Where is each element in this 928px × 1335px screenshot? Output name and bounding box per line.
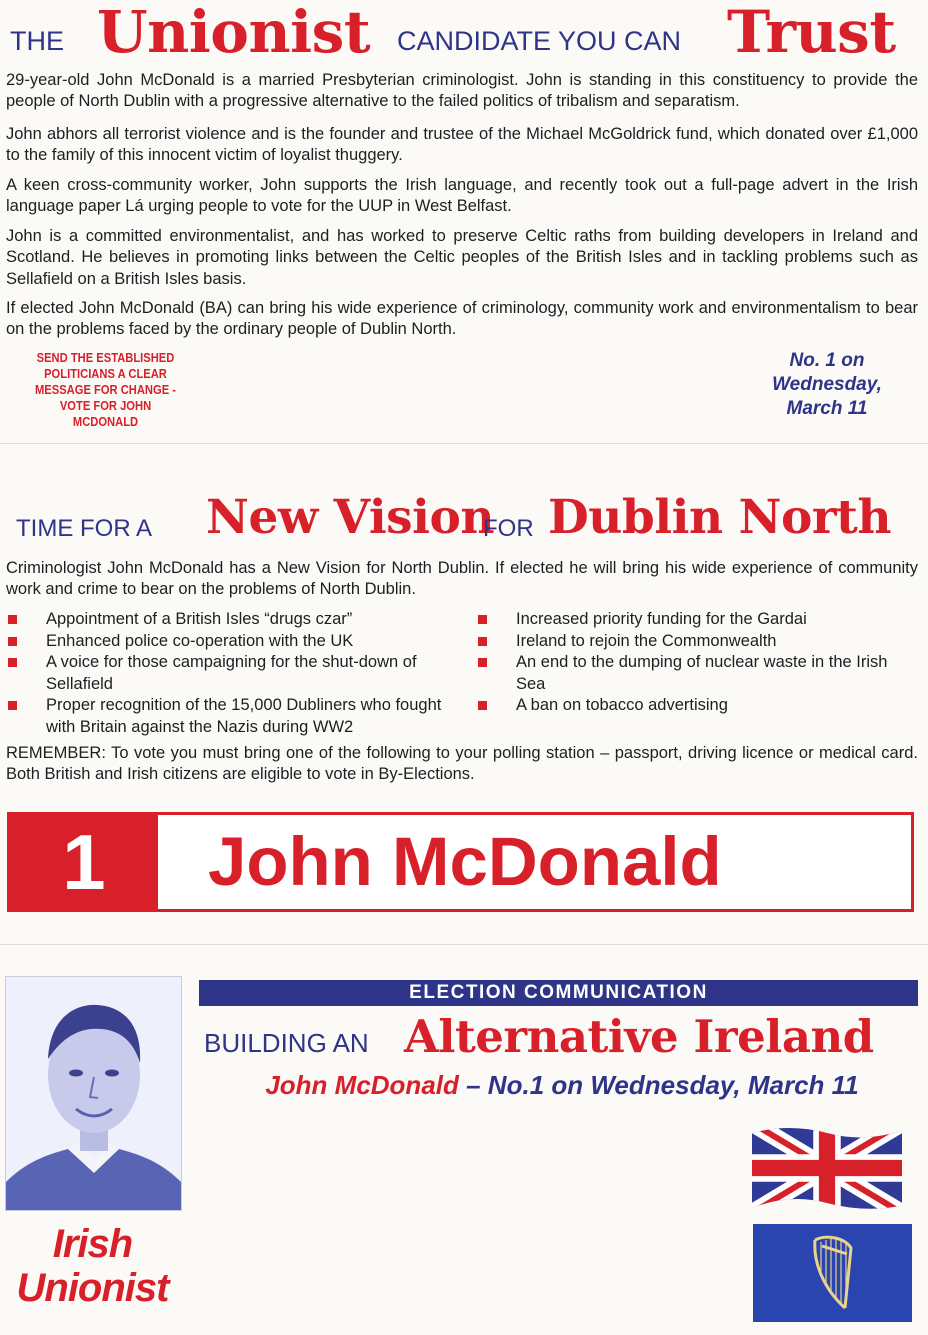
policy-item (8, 609, 453, 631)
policy-item (8, 695, 453, 738)
ballot-number: 1 (10, 815, 158, 909)
policy-text: Enhanced police co-operation with the UK (46, 631, 354, 650)
date-line: March 11 (786, 398, 868, 419)
policy-item (8, 652, 453, 695)
slogan-line: SEND THE ESTABLISHED (36, 350, 175, 365)
fold-line (0, 443, 928, 444)
candidate-photo (5, 976, 182, 1211)
policy-text: A voice for those campaigning for the shut-down of Sellafield (46, 653, 417, 693)
policy-text: Appointment of a British Isles “drugs czar” (46, 610, 353, 628)
date-line: Wednesday, (772, 374, 882, 395)
paragraph-experience: If elected John McDonald (BA) can bring his wide experience of criminology, community work and environmentalism to bear on the problems faced by the ordinary people of Dublin North. (6, 299, 918, 339)
paragraph-environment: John is a committed environmentalist, and has worked to preserve Celtic raths from building developers in Ireland and Scotland. He believes in promoting links between the Celtic peoples of the British Isles and in tackling problems such as Sellafield on a British Isles basis. (6, 227, 918, 288)
bullet-square-icon (478, 701, 487, 710)
headline-word-the: THE (10, 26, 64, 56)
headline-word-new-vision: New Vision (206, 490, 495, 545)
headline-trust (10, 2, 920, 72)
affiliation-line: Irish (52, 1222, 133, 1266)
candidate-name: John McDonald (208, 823, 722, 900)
policy-text: Ireland to rejoin the Commonwealth (516, 631, 777, 650)
headline-word-for: FOR (483, 515, 534, 542)
slogan-line: MESSAGE FOR CHANGE - (34, 382, 177, 397)
election-communication-banner: ELECTION COMMUNICATION (199, 980, 918, 1006)
union-jack-flag-icon (752, 1118, 902, 1218)
headline-alternative-ireland (204, 1010, 920, 1070)
candidate-portrait-icon (6, 977, 181, 1210)
bullet-square-icon (8, 637, 17, 646)
tagline-name: John McDonald (265, 1070, 459, 1100)
bullet-square-icon (478, 615, 487, 624)
headline-word-candidate: CANDIDATE YOU CAN (397, 26, 682, 56)
headline-new-vision (16, 488, 916, 550)
bullet-square-icon (8, 658, 17, 667)
headline-word-unionist: Unionist (97, 0, 371, 66)
remember-note: REMEMBER: To vote you must bring one of the following to your polling station – passport, driving licence or medical card. Both British and Irish citizens are eligible to vote in By-Elections. (6, 744, 918, 784)
tagline (204, 1067, 920, 1103)
paragraph-terrorism: John abhors all terrorist violence and is the founder and trustee of the Michael McGoldrick fund, which donated over £1,000 to the family of this innocent victim of loyalist thuggery. (6, 125, 918, 165)
headline-word-trust: Trust (727, 0, 896, 66)
irish-harp-flag-icon (753, 1224, 912, 1322)
affiliation-line: Unionist (16, 1266, 169, 1310)
paragraph-irish-language: A keen cross-community worker, John supports the Irish language, and recently took out a full-page advert in the Irish language paper Lá urging people to vote for the UUP in West Belfast. (6, 176, 918, 216)
bullet-square-icon (8, 615, 17, 624)
paragraph-intro: 29-year-old John McDonald is a married Presbyterian criminologist. John is standing in this constituency to provide the people of North Dublin with a progressive alternative to the failed politics of tribalism and separatism. (6, 71, 918, 111)
vision-intro: Criminologist John McDonald has a New Vision for North Dublin. If elected he will bring his wide experience of community work and crime to bear on the problems of North Dublin. (6, 559, 918, 599)
policy-item (478, 652, 908, 695)
policy-item (8, 631, 453, 653)
ballot-name-bar (7, 812, 914, 912)
polling-date (742, 349, 912, 421)
bullet-square-icon (8, 701, 17, 710)
tagline-date: – No.1 on Wednesday, March 11 (466, 1070, 859, 1100)
slogan-change (30, 350, 181, 430)
bullet-square-icon (478, 658, 487, 667)
headline-word-building-an: BUILDING AN (204, 1028, 369, 1058)
bullet-square-icon (478, 637, 487, 646)
policy-list-left (8, 609, 453, 739)
policy-text: Increased priority funding for the Gardai (516, 610, 807, 628)
date-line: No. 1 on (789, 350, 865, 371)
slogan-line: POLITICIANS A CLEAR (44, 366, 167, 381)
policy-text: An end to the dumping of nuclear waste in the Irish Sea (516, 653, 888, 693)
headline-word-alternative-ireland: Alternative Ireland (404, 1010, 874, 1063)
policy-item (478, 695, 908, 717)
policy-text: A ban on tobacco advertising (516, 696, 728, 715)
slogan-line: VOTE FOR JOHN MCDONALD (59, 398, 152, 429)
headline-word-dublin-north: Dublin North (548, 490, 891, 545)
policy-list-right (478, 609, 908, 717)
policy-item (478, 631, 908, 653)
affiliation (5, 1222, 180, 1310)
policy-text: Proper recognition of the 15,000 Dubliners who fought with Britain against the Nazis during WW2 (46, 696, 442, 736)
policy-item (478, 609, 908, 631)
fold-line (0, 944, 928, 945)
headline-word-time-for-a: TIME FOR A (16, 515, 153, 542)
